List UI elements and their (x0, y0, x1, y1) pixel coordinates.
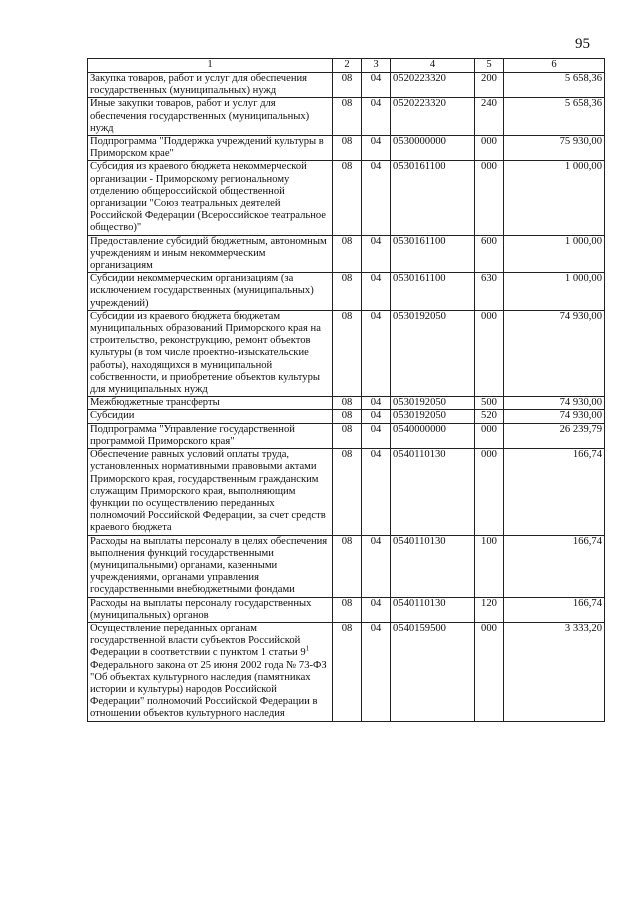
row-section: 08 (333, 535, 362, 597)
table-row (88, 136, 605, 161)
article-superscript: 1 (305, 644, 310, 653)
row-name: Закупка товаров, работ и услуг для обеспечения государственных (муниципальных) нужд (88, 73, 333, 98)
row-amount: 3 333,20 (504, 622, 605, 721)
row-amount: 1 000,00 (504, 235, 605, 273)
row-section: 08 (333, 410, 362, 423)
row-subsection: 04 (362, 161, 391, 235)
row-expense-type: 200 (475, 73, 504, 98)
row-section: 08 (333, 273, 362, 311)
row-name: Подпрограмма "Поддержка учреждений культуры в Приморском крае" (88, 136, 333, 161)
table-row (88, 310, 605, 396)
row-target-code: 0540110130 (391, 535, 475, 597)
table-row (88, 98, 605, 136)
row-name: Иные закупки товаров, работ и услуг для обеспечения государственных (муниципальных) нужд (88, 98, 333, 136)
table-row (88, 73, 605, 98)
row-subsection: 04 (362, 423, 391, 448)
row-amount: 166,74 (504, 597, 605, 622)
row-expense-type: 000 (475, 136, 504, 161)
row-target-code: 0540159500 (391, 622, 475, 721)
table-row (88, 410, 605, 423)
row-name: Расходы на выплаты персоналу в целях обеспечения выполнения функций государственными (муниципальными) органами, казенными учреждениями, органами управления государственными внебюджетными фондами (88, 535, 333, 597)
table-row (88, 273, 605, 311)
row-amount: 74 930,00 (504, 310, 605, 396)
row-expense-type: 000 (475, 161, 504, 235)
row-name: Предоставление субсидий бюджетным, автономным учреждениям и иным некоммерческим организациям (88, 235, 333, 273)
row-expense-type: 000 (475, 310, 504, 396)
budget-table (87, 58, 605, 722)
row-target-code: 0530192050 (391, 310, 475, 396)
row-expense-type: 240 (475, 98, 504, 136)
row-target-code: 0540000000 (391, 423, 475, 448)
row-expense-type: 500 (475, 397, 504, 410)
row-section: 08 (333, 310, 362, 396)
row-name: Межбюджетные трансферты (88, 397, 333, 410)
table-row (88, 423, 605, 448)
table-row (88, 535, 605, 597)
table-row (88, 449, 605, 535)
table-row (88, 235, 605, 273)
row-subsection: 04 (362, 397, 391, 410)
table-header (88, 59, 605, 73)
header-row (88, 59, 605, 73)
header-col-1: 1 (88, 59, 333, 73)
row-expense-type: 120 (475, 597, 504, 622)
row-target-code: 0530192050 (391, 397, 475, 410)
row-subsection: 04 (362, 535, 391, 597)
row-amount: 5 658,36 (504, 73, 605, 98)
row-subsection: 04 (362, 73, 391, 98)
row-target-code: 0520223320 (391, 98, 475, 136)
row-amount: 1 000,00 (504, 273, 605, 311)
row-section: 08 (333, 397, 362, 410)
row-section: 08 (333, 136, 362, 161)
row-section: 08 (333, 423, 362, 448)
row-subsection: 04 (362, 136, 391, 161)
row-section: 08 (333, 73, 362, 98)
table-row (88, 622, 605, 721)
row-expense-type: 600 (475, 235, 504, 273)
table-row (88, 397, 605, 410)
row-amount: 26 239,79 (504, 423, 605, 448)
row-name-part: Федерального закона от 25 июня 2002 года № 73-ФЗ "Об объектах культурного наследия (памятниках истории и культуры) народов Российской Федерации" полномочий Российской Федерации в отношении объектов культурного наследия (90, 659, 327, 720)
row-expense-type: 000 (475, 423, 504, 448)
row-name: Расходы на выплаты персоналу государственных (муниципальных) органов (88, 597, 333, 622)
table-row (88, 161, 605, 235)
row-subsection: 04 (362, 235, 391, 273)
row-amount: 166,74 (504, 535, 605, 597)
page-number: 95 (575, 36, 590, 52)
table-body (88, 73, 605, 722)
row-subsection: 04 (362, 98, 391, 136)
row-expense-type: 000 (475, 449, 504, 535)
row-target-code: 0530192050 (391, 410, 475, 423)
row-subsection: 04 (362, 449, 391, 535)
row-name: Субсидии некоммерческим организациям (за исключением государственных (муниципальных) учреждений) (88, 273, 333, 311)
row-amount: 74 930,00 (504, 397, 605, 410)
row-expense-type: 630 (475, 273, 504, 311)
row-expense-type: 520 (475, 410, 504, 423)
row-amount: 75 930,00 (504, 136, 605, 161)
row-section: 08 (333, 161, 362, 235)
header-col-4: 4 (391, 59, 475, 73)
row-name: Обеспечение равных условий оплаты труда, установленных нормативными правовыми актами Приморского края, государственным гражданским служащим Приморского края, выполняющим функции по осуществлению переданных полномочий Российской Федерации, за счет средств краевого бюджета (88, 449, 333, 535)
row-section: 08 (333, 597, 362, 622)
header-col-5: 5 (475, 59, 504, 73)
table-row (88, 597, 605, 622)
row-subsection: 04 (362, 273, 391, 311)
header-col-6: 6 (504, 59, 605, 73)
row-target-code: 0520223320 (391, 73, 475, 98)
row-section: 08 (333, 449, 362, 535)
row-target-code: 0530000000 (391, 136, 475, 161)
row-target-code: 0540110130 (391, 597, 475, 622)
row-subsection: 04 (362, 597, 391, 622)
row-name: Субсидия из краевого бюджета некоммерческой организации - Приморскому региональному отделению общероссийской общественной организации "Союз театральных деятелей Российской Федерации (Всероссийское театральное общество)" (88, 161, 333, 235)
row-subsection: 04 (362, 410, 391, 423)
row-subsection: 04 (362, 622, 391, 721)
row-name: Субсидии из краевого бюджета бюджетам муниципальных образований Приморского края на строительство, реконструкцию, ремонт объектов культуры (в том числе проектно-изыскательские работы), находящихся в муниципальной собственности, и приобретение объектов культуры для муниципальных нужд (88, 310, 333, 396)
row-amount: 1 000,00 (504, 161, 605, 235)
row-amount: 166,74 (504, 449, 605, 535)
row-name (88, 622, 333, 721)
row-section: 08 (333, 622, 362, 721)
header-col-2: 2 (333, 59, 362, 73)
row-target-code: 0530161100 (391, 235, 475, 273)
row-amount: 5 658,36 (504, 98, 605, 136)
row-name-part: Осуществление переданных органам государственной власти субъектов Российской Федерации в соответствии с пунктом 1 статьи 9 (90, 622, 306, 659)
row-section: 08 (333, 235, 362, 273)
row-subsection: 04 (362, 310, 391, 396)
row-target-code: 0530161100 (391, 273, 475, 311)
row-target-code: 0540110130 (391, 449, 475, 535)
row-expense-type: 100 (475, 535, 504, 597)
row-expense-type: 000 (475, 622, 504, 721)
header-col-3: 3 (362, 59, 391, 73)
row-amount: 74 930,00 (504, 410, 605, 423)
row-name: Субсидии (88, 410, 333, 423)
row-section: 08 (333, 98, 362, 136)
row-name: Подпрограмма "Управление государственной программой Приморского края" (88, 423, 333, 448)
row-target-code: 0530161100 (391, 161, 475, 235)
